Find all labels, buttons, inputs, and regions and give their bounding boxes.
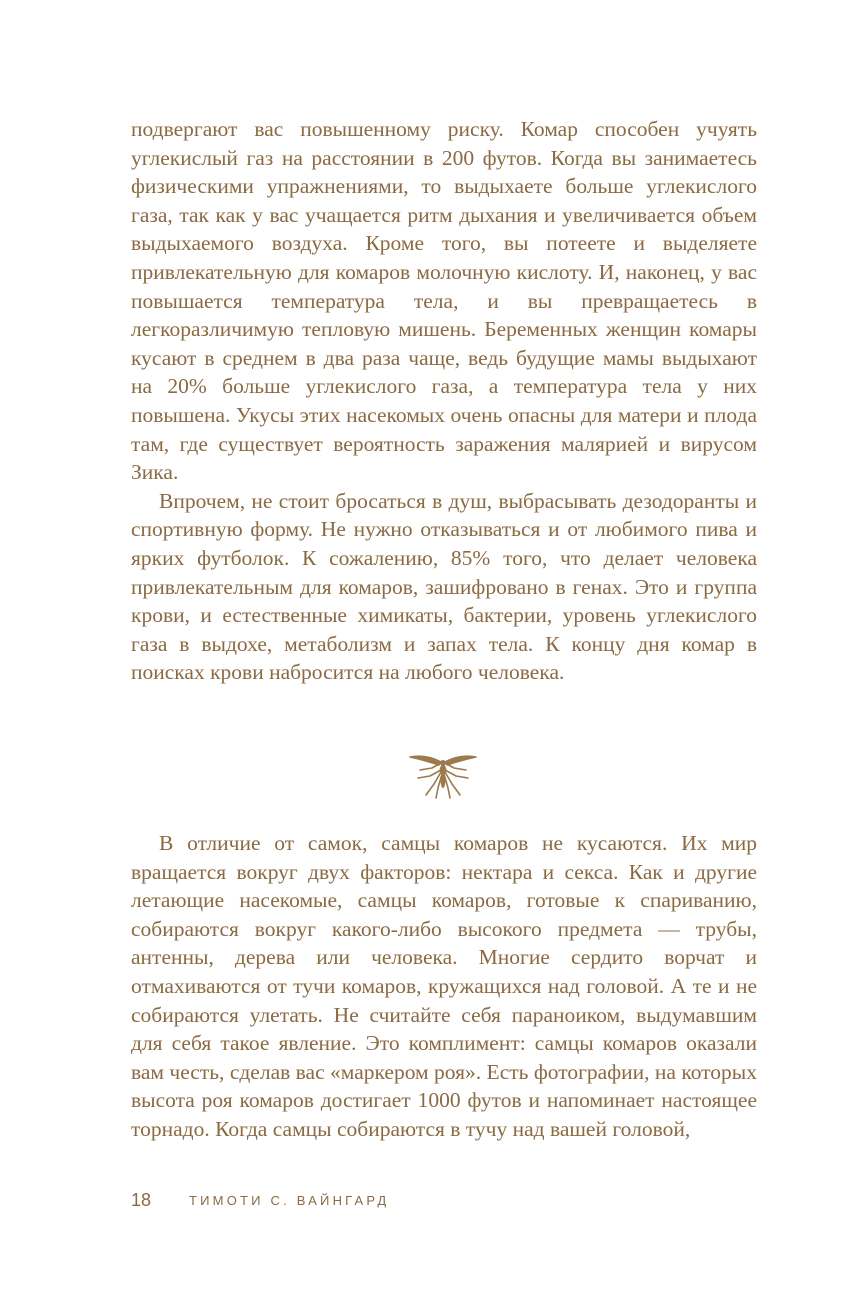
mosquito-icon xyxy=(408,748,478,800)
paragraph-1: подвергают вас повышенному риску. Комар способен учуять углекислый газ на расстоянии в 200 футов. Когда вы занимаетесь физическими упражнениями, то выдыхаете больше углекислого газа, так как у вас учащается ритм дыхания и увеличивается объем выдыхаемого воздуха. Кроме того, вы потеете и выделяете привлекательную для комаров молочную кислоту. И, наконец, у вас повышается температура тела, и вы превращаетесь в легкоразличимую тепловую мишень. Беременных женщин комары кусают в среднем в два раза чаще, ведь будущие мамы выдыхают на 20% больше углекислого газа, а температура тела у них повышена. Укусы этих насекомых очень опасны для матери и плода там, где существует вероятность заражения малярией и вирусом Зика. xyxy=(131,117,757,485)
page-number: 18 xyxy=(131,1190,152,1210)
main-text-top xyxy=(131,115,757,687)
running-head-author: ТИМОТИ С. ВАЙНГАРД xyxy=(189,1193,390,1208)
main-text-bottom xyxy=(131,829,757,1144)
paragraph-3: В отличие от самок, самцы комаров не кусаются. Их мир вращается вокруг двух факторов: нектара и секса. Как и другие летающие насекомые, самцы комаров, готовые к спариванию, собираются вокруг какого-либо высокого предмета — трубы, антенны, дерева или человека. Многие сердито ворчат и отмахиваются от тучи комаров, кружащихся над головой. А те и не собираются улетать. Не считайте себя параноиком, выдумавшим для себя такое явление. Это комплимент: самцы комаров оказали вам честь, сделав вас «маркером роя». Есть фотографии, на которых высота роя комаров достигает 1000 футов и напоминает настоящее торнадо. Когда самцы собираются в тучу над вашей головой, xyxy=(131,831,757,1141)
paragraph-2: Впрочем, не стоит бросаться в душ, выбрасывать дезодоранты и спортивную форму. Не нужно отказываться и от любимого пива и ярких футболок. К сожалению, 85% того, что делает человека привлекательным для комаров, зашифровано в генах. Это и группа крови, и естественные химикаты, бактерии, уровень углекислого газа в выдохе, метаболизм и запах тела. К концу дня комар в поисках крови набросится на любого человека. xyxy=(131,488,757,685)
